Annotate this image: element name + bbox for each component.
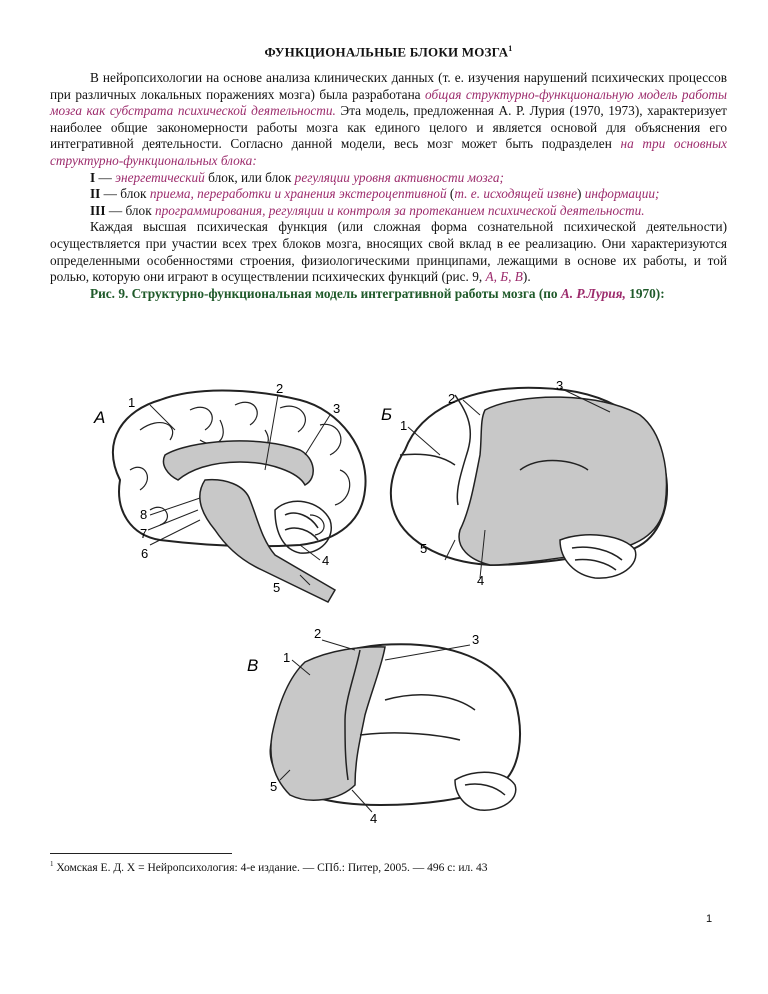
panel-b-label-1: 1 bbox=[400, 418, 408, 433]
block-item-2: II — блок приема, переработки и хранения экстероцептивной (т. е. исходящей извне) информации; bbox=[90, 186, 660, 202]
paragraph-functions: Каждая высшая психическая функция (или сложная форма сознательной психической деятельности) осуществляется при участии всех трех блоков мозга, вносящих свой вклад в ее реализацию. Они характеризуются определенными особенностями строения, физиологическими принципами, лежащими в основе их работы, и той ролью, которую они играют в осуществлении психических функций (рис. 9, А, Б, В). bbox=[50, 219, 727, 285]
paragraph-intro: В нейропсихологии на основе анализа клинических данных (т. е. изучения нарушений психических процессов при различных локальных поражениях мозга) была разработана общая структурно-функциональную модель работы мозга как субстрата психической деятельности. Эта модель, предложенная А. Р. Лурия (1970, 1973), характеризует наиболее общие закономерности работы мозга как единого целого и является основой для объяснения его интегративной деятельности. Согласно данной модели, весь мозг может быть подразделен на три основных структурно-функциональных блока: bbox=[50, 70, 727, 168]
panel-a bbox=[113, 391, 366, 602]
panel-b-letter: Б bbox=[381, 405, 393, 424]
panel-a-label-6: 6 bbox=[141, 546, 149, 561]
panel-a-label-8: 8 bbox=[140, 507, 148, 522]
panel-c bbox=[270, 640, 520, 812]
panel-c-label-3: 3 bbox=[472, 632, 480, 647]
panel-b-cerebellum bbox=[560, 535, 636, 578]
page-number: 1 bbox=[706, 913, 713, 925]
panel-c-label-5: 5 bbox=[270, 779, 278, 794]
footnote-divider bbox=[50, 853, 232, 854]
panel-a-label-4: 4 bbox=[322, 553, 330, 568]
panel-b-label-4: 4 bbox=[477, 573, 485, 588]
panel-a-label-7: 7 bbox=[140, 526, 148, 541]
panel-b bbox=[391, 388, 667, 578]
panel-a-label-5: 5 bbox=[273, 580, 281, 595]
panel-b-label-3: 3 bbox=[556, 378, 564, 393]
figure-caption: Рис. 9. Структурно-функциональная модель интегративной работы мозга (по А. Р.Лурия, 1970): bbox=[90, 285, 665, 301]
block-item-3: III — блок программирования, регуляции и контроля за протеканием психической деятельности. bbox=[90, 202, 645, 218]
panel-c-letter: В bbox=[247, 656, 259, 675]
panel-c-label-4: 4 bbox=[370, 811, 378, 826]
panel-c-label-1: 1 bbox=[283, 650, 291, 665]
panel-a-letter: А bbox=[94, 408, 106, 427]
panel-c-anterior-shaded bbox=[271, 647, 385, 800]
panel-c-cerebellum bbox=[455, 772, 516, 810]
panel-a-label-2: 2 bbox=[276, 381, 284, 396]
panel-a-brainstem bbox=[200, 480, 335, 602]
title-footnote-mark[interactable]: 1 bbox=[508, 44, 513, 53]
panel-a-label-3: 3 bbox=[333, 401, 341, 416]
panel-c-label-2: 2 bbox=[314, 626, 322, 641]
panel-b-label-5: 5 bbox=[420, 541, 428, 556]
block-item-1: I — энергетический блок, или блок регуляции уровня активности мозга; bbox=[90, 169, 504, 185]
panel-a-label-1: 1 bbox=[128, 395, 136, 410]
page-title: ФУНКЦИОНАЛЬНЫЕ БЛОКИ МОЗГА$^1$ bbox=[264, 44, 513, 60]
panel-b-label-2: 2 bbox=[448, 391, 456, 406]
panel-a-corpus-callosum bbox=[163, 441, 313, 485]
footnote: $^1$ Хомская Е. Д. Х = Нейропсихология: 4-е издание. — СПб.: Питер, 2005. — 496 с: ил. 43 bbox=[50, 860, 488, 874]
